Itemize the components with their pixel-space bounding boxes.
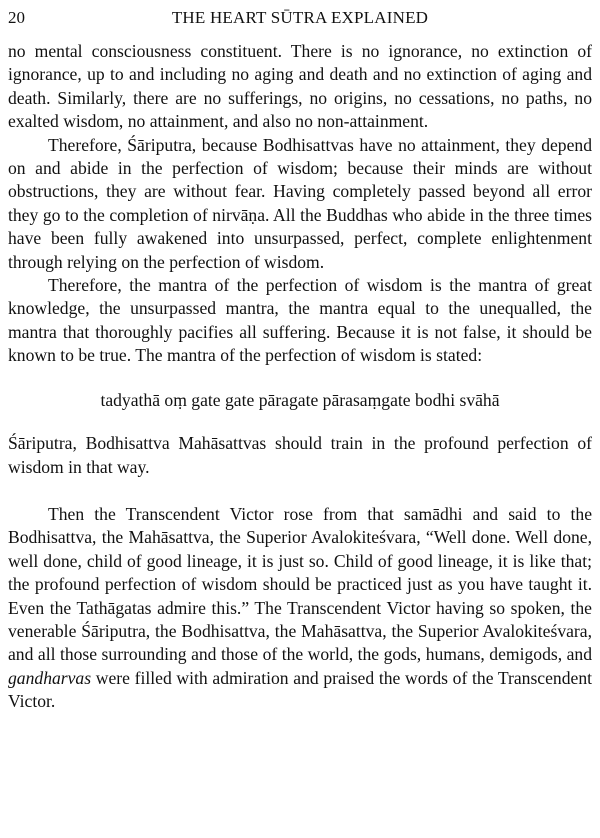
page-number: 20 (8, 8, 25, 27)
mantra-line: tadyathā oṃ gate gate pāragate pārasaṃgate bodhi svāhā (100, 389, 500, 410)
paragraph-no-consciousness: no mental consciousness constituent. There is no ignorance, no extinction of ignorance, up to and including no aging and death and no extinction of aging and death. Similarly, there are no sufferings, no origins, no cessations, no paths, no exalted wisdom, no attainment, and also no non-attainment. (8, 41, 592, 132)
paragraph-no-attainment: Therefore, Śāriputra, because Bodhisattvas have no attainment, they depend on and abide in the perfection of wisdom; because their minds are without obstructions, they are without fear. Having completely passed beyond all error they go to the completion of nirvāṇa. All the Buddhas who abide in the three times have been fully awakened into unsurpassed, perfect, complete enlightenment through relying on the perfection of wisdom. (8, 134, 592, 272)
paragraph-transcendent-victor (8, 503, 592, 714)
italic-term-gandharvas: gandharvas (8, 667, 92, 688)
body-text (8, 40, 592, 714)
paragraph-mantra-intro: Therefore, the mantra of the perfection of wisdom is the mantra of great knowledge, the unsurpassed mantra, the mantra equal to the unequalled, the mantra that thoroughly pacifies all suffering. Because it is not false, it should be known to be true. The mantra of the perfection of wisdom is stated: (8, 275, 592, 366)
running-head (8, 6, 592, 36)
text-segment: Then the Transcendent Victor rose from that samādhi and said to the Bodhisattva, the Mahāsattva, the Superior Avalokiteśvara, “Well done. Well done, well done, child of good lineage, it is just so. Child of good lineage, it is like that; the profound perfection of wisdom should be practiced just as you have taught it. Even the Tathāgatas admire this.” The Transcendent Victor having so spoken, the venerable Śāriputra, the Bodhisattva, the Mahāsattva, the Superior Avalokiteśvara, and all those surrounding and those of the world, the gods, humans, demigods, and (8, 503, 592, 665)
running-title: THE HEART SŪTRA EXPLAINED (171, 8, 429, 27)
section-spacer (8, 479, 592, 503)
text-segment: were filled with admiration and praised the words of the Transcendent Victor. (8, 667, 592, 712)
book-page (8, 0, 592, 714)
paragraph-train-instruction: Śāriputra, Bodhisattva Mahāsattvas should train in the profound perfection of wisdom in that way. (8, 433, 592, 477)
